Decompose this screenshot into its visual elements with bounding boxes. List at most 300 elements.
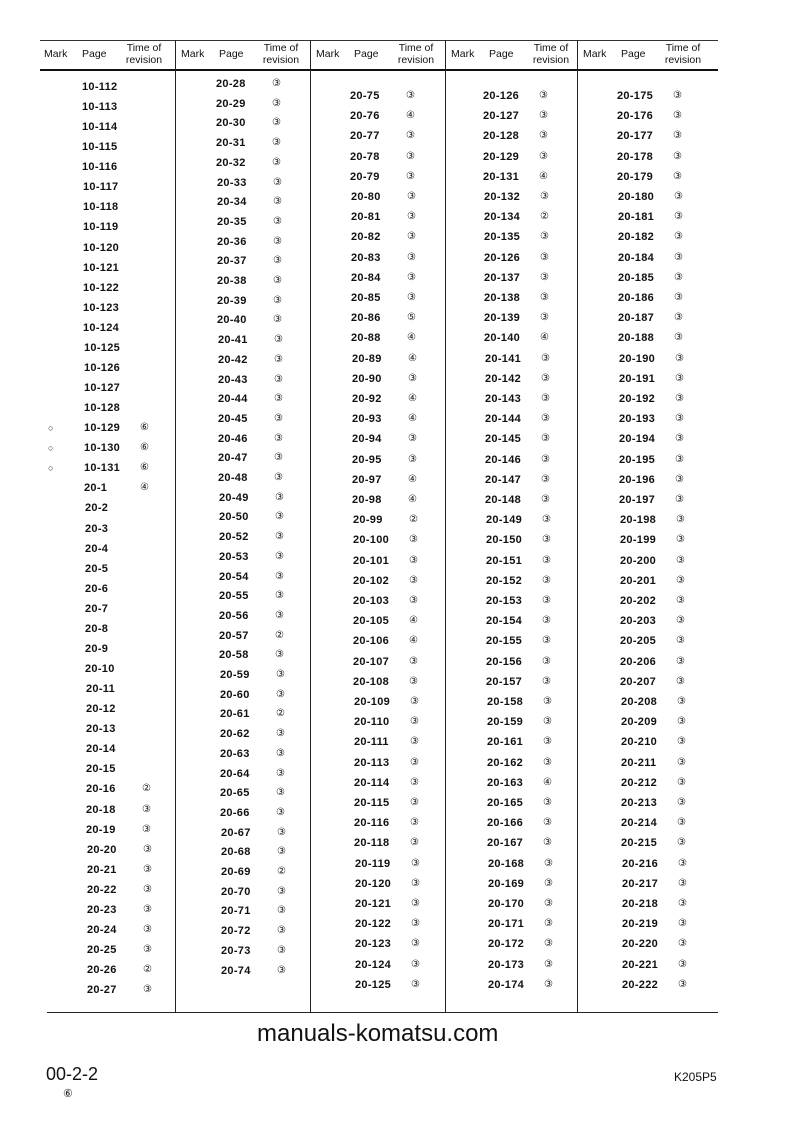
- revision-time-cell: ③: [407, 191, 416, 202]
- page-number-cell: 20-50: [219, 511, 249, 524]
- revision-time-cell: ③: [677, 797, 686, 808]
- table-bottom-border: [47, 1012, 718, 1013]
- revision-time-cell: ④: [408, 352, 417, 364]
- page-number-cell: 20-158: [487, 696, 524, 708]
- page-number-cell: 20-4: [85, 542, 109, 555]
- page-number-cell: 20-24: [87, 923, 117, 936]
- page-number-cell: 20-176: [617, 110, 654, 123]
- page-number-cell: 20-89: [352, 352, 382, 365]
- page-number-cell: 20-66: [220, 806, 250, 819]
- page-number-cell: 20-217: [622, 877, 659, 890]
- revision-time-cell: ③: [541, 372, 550, 384]
- column-header-page: Page: [219, 48, 244, 60]
- revision-time-cell: ③: [277, 964, 286, 976]
- page-number-cell: 20-85: [351, 292, 381, 304]
- revision-time-cell: ④: [408, 473, 417, 485]
- revision-time-cell: ③: [277, 826, 286, 838]
- revision-time-cell: ③: [674, 211, 683, 223]
- revision-time-cell: ③: [275, 649, 284, 661]
- revision-time-cell: ⑤: [407, 312, 416, 324]
- revision-time-cell: ③: [542, 574, 551, 586]
- revision-time-cell: ③: [275, 511, 284, 523]
- revision-time-cell: ③: [678, 918, 687, 930]
- revision-time-cell: ③: [272, 78, 281, 89]
- page-number-cell: 20-79: [350, 170, 380, 183]
- revision-time-cell: ③: [676, 595, 685, 606]
- page-number-cell: 20-141: [485, 352, 522, 365]
- revision-time-cell: ③: [408, 372, 417, 384]
- revision-time-cell: ③: [678, 958, 687, 970]
- page-number-cell: 20-18: [86, 803, 116, 816]
- revision-time-cell: ③: [143, 843, 152, 855]
- page-number-cell: 20-35: [217, 215, 247, 228]
- page-number-cell: 20-16: [86, 783, 116, 796]
- revision-time-cell: ③: [544, 898, 553, 909]
- page-number-cell: 20-135: [484, 231, 521, 244]
- page-number-cell: 20-81: [351, 211, 381, 224]
- column-header-page: Page: [354, 48, 379, 60]
- page-number-cell: 20-20: [87, 843, 117, 856]
- page-number-cell: 10-114: [82, 121, 118, 134]
- revision-time-cell: ③: [539, 130, 548, 142]
- page-number-cell: 20-82: [351, 231, 381, 244]
- revision-time-cell: ③: [275, 609, 284, 621]
- page-number-cell: 20-169: [488, 877, 525, 890]
- page-number-cell: 20-8: [85, 622, 109, 635]
- page-number-cell: 20-55: [219, 590, 249, 603]
- page-number-cell: 10-118: [83, 201, 119, 214]
- page-number-cell: 10-125: [84, 341, 121, 354]
- page-number-cell: 20-193: [619, 413, 656, 426]
- page-number-cell: 20-106: [353, 635, 390, 648]
- revision-time-cell: ③: [677, 776, 686, 788]
- page-number-cell: 20-186: [618, 292, 655, 304]
- page-number-cell: 20-184: [618, 251, 655, 264]
- page-number-cell: 20-102: [353, 574, 390, 587]
- page-number-cell: 20-110: [354, 716, 390, 729]
- revision-time-cell: ④: [407, 332, 416, 344]
- revision-time-cell: ③: [406, 150, 415, 162]
- page-number-cell: 20-165: [487, 797, 524, 809]
- revision-time-cell: ③: [409, 675, 418, 687]
- revision-time-cell: ③: [541, 393, 550, 404]
- revision-time-cell: ③: [410, 776, 419, 788]
- revision-time-cell: ③: [276, 787, 285, 799]
- page-number-cell: 20-216: [622, 857, 659, 870]
- page-number-cell: 20-2: [85, 502, 109, 515]
- revision-time-cell: ④: [409, 635, 418, 647]
- page-number-cell: 20-95: [352, 453, 382, 466]
- page-number-cell: 20-154: [486, 615, 523, 628]
- page-number-cell: 20-41: [218, 334, 248, 347]
- page-number-cell: 20-49: [219, 491, 249, 504]
- column-header-mark: Mark: [316, 48, 340, 60]
- revision-time-cell: ③: [409, 554, 418, 566]
- page-number-cell: 20-205: [620, 635, 657, 648]
- table-top-border: [40, 40, 718, 41]
- revision-time-cell: ③: [276, 728, 285, 740]
- page-number-cell: 20-5: [85, 562, 109, 575]
- revision-time-cell: ③: [543, 696, 552, 707]
- page-number-cell: 20-220: [622, 938, 659, 951]
- revision-time-cell: ③: [274, 452, 283, 464]
- revision-time-cell: ③: [540, 191, 549, 202]
- page-number-cell: 20-78: [350, 150, 380, 163]
- page-number-cell: 20-132: [484, 191, 521, 203]
- page-number-cell: 10-117: [83, 181, 119, 194]
- page-number-cell: 20-27: [87, 984, 117, 997]
- revision-time-cell: ③: [543, 797, 552, 808]
- page-number-cell: 20-149: [486, 514, 523, 527]
- revision-time-cell: ③: [409, 574, 418, 586]
- revision-time-cell: ③: [673, 90, 682, 101]
- revision-time-cell: ③: [676, 574, 685, 586]
- revision-time-cell: ②: [143, 964, 152, 976]
- revision-time-cell: ④: [539, 170, 548, 182]
- revision-mark: ○: [48, 443, 54, 454]
- page-number-cell: 20-157: [486, 675, 523, 688]
- page-number-cell: 20-122: [355, 918, 392, 931]
- page-number-cell: 20-155: [486, 635, 523, 648]
- column-header-mark: Mark: [451, 48, 475, 60]
- revision-time-cell: ④: [406, 110, 415, 122]
- page-number-cell: 20-177: [617, 130, 654, 143]
- column-header-page: Page: [621, 48, 646, 60]
- revision-time-cell: ③: [407, 211, 416, 223]
- revision-time-cell: ③: [675, 453, 684, 465]
- revision-time-cell: ③: [676, 534, 685, 546]
- page-number-cell: 20-131: [483, 170, 520, 183]
- page-number-cell: 10-121: [83, 261, 120, 274]
- page-number-cell: 20-146: [485, 453, 522, 466]
- revision-time-cell: ③: [409, 655, 418, 667]
- revision-time-cell: ③: [677, 756, 686, 768]
- revision-time-cell: ③: [543, 716, 552, 728]
- page-number-cell: 20-199: [620, 534, 657, 547]
- page-number-cell: 20-185: [618, 271, 655, 284]
- page-number-cell: 20-215: [621, 837, 658, 850]
- revision-time-cell: ③: [539, 90, 548, 101]
- model-code: K205P5: [674, 1070, 717, 1084]
- page-number-cell: 20-31: [216, 137, 246, 150]
- revision-time-cell: ③: [674, 332, 683, 344]
- page-number-cell: 20-73: [221, 944, 251, 957]
- revision-time-cell: ④: [543, 776, 552, 788]
- column-divider: [175, 40, 176, 1012]
- revision-time-cell: ③: [274, 334, 283, 346]
- revision-time-cell: ③: [276, 688, 285, 700]
- revision-time-cell: ③: [277, 925, 286, 937]
- page-number-cell: 20-77: [350, 130, 380, 143]
- page-number-cell: 20-15: [86, 763, 116, 776]
- revision-time-cell: ③: [676, 635, 685, 647]
- page-number-cell: 20-9: [85, 642, 109, 655]
- page-number-cell: 20-100: [353, 534, 390, 547]
- page-number-cell: 10-112: [82, 81, 118, 93]
- revision-time-cell: ③: [410, 756, 419, 768]
- page-number-cell: 20-105: [353, 615, 390, 628]
- page-number-cell: 20-111: [354, 736, 389, 749]
- revision-time-cell: ③: [275, 570, 284, 582]
- column-header-page: Page: [82, 48, 107, 60]
- page-number-cell: 20-196: [619, 473, 656, 486]
- revision-time-cell: ③: [411, 958, 420, 970]
- revision-time-cell: ③: [676, 554, 685, 566]
- revision-time-cell: ③: [406, 90, 415, 101]
- page-number-cell: 20-180: [618, 191, 655, 203]
- revision-time-cell: ③: [276, 669, 285, 680]
- revision-time-cell: ③: [674, 292, 683, 303]
- revision-time-cell: ④: [408, 494, 417, 505]
- page-number-cell: 20-195: [619, 453, 656, 466]
- page-number-cell: 20-59: [220, 669, 250, 681]
- page-number-cell: 20-54: [219, 570, 249, 583]
- column-header-revision: Time of revision: [397, 42, 435, 66]
- page-number-cell: 20-147: [485, 473, 522, 486]
- page-number-cell: 20-201: [620, 574, 657, 587]
- page-number-cell: 20-139: [484, 312, 521, 325]
- revision-time-cell: ③: [407, 251, 416, 263]
- page-number-cell: 20-12: [86, 703, 116, 716]
- page-number-cell: 20-99: [353, 514, 383, 527]
- page-number-cell: 20-76: [350, 110, 380, 123]
- page-number-cell: 20-113: [354, 756, 390, 769]
- page-number-cell: 20-222: [622, 978, 659, 991]
- page-number-cell: 20-148: [485, 494, 522, 506]
- page-number-cell: 20-212: [621, 776, 658, 789]
- revision-time-cell: ③: [411, 918, 420, 930]
- column-header-mark: Mark: [44, 48, 68, 60]
- page-number-cell: 20-70: [221, 885, 251, 898]
- page-number-cell: 20-3: [85, 522, 109, 535]
- page-number-cell: 20-56: [219, 609, 249, 622]
- column-header-page: Page: [489, 48, 514, 60]
- revision-time-cell: ③: [274, 412, 283, 424]
- page-number-cell: 20-48: [218, 472, 248, 484]
- page-number-cell: 20-83: [351, 251, 381, 264]
- page-number-cell: 20-7: [85, 602, 109, 615]
- page-number-cell: 20-192: [619, 393, 656, 405]
- page-number-cell: 20-150: [486, 534, 523, 547]
- page-number-cell: 20-86: [351, 312, 381, 325]
- revision-time-cell: ③: [673, 150, 682, 162]
- revision-time-cell: ③: [542, 615, 551, 627]
- revision-time-cell: ③: [410, 817, 419, 829]
- page-number-cell: 20-58: [219, 649, 249, 662]
- page-number-cell: 20-61: [220, 708, 250, 721]
- page-number-cell: 20-213: [621, 797, 658, 809]
- page-number-cell: 20-26: [87, 964, 117, 977]
- page-number-cell: 20-156: [486, 655, 523, 668]
- revision-time-cell: ③: [544, 877, 553, 889]
- revision-time-cell: ③: [678, 898, 687, 909]
- revision-time-cell: ②: [540, 211, 549, 223]
- page-number-cell: 20-159: [487, 716, 524, 729]
- page-number-cell: 20-171: [488, 918, 525, 931]
- page-number-cell: 20-152: [486, 574, 523, 587]
- page-number-cell: 20-28: [216, 78, 246, 90]
- page-number-cell: 20-134: [484, 211, 521, 224]
- page-number-cell: 20-187: [618, 312, 655, 325]
- page-number-cell: 20-214: [621, 817, 658, 830]
- page-number-cell: 20-127: [483, 110, 520, 123]
- revision-time-cell: ③: [408, 453, 417, 465]
- revision-time-cell: ③: [274, 472, 283, 483]
- revision-time-cell: ③: [407, 292, 416, 303]
- revision-time-cell: ⑥: [140, 462, 149, 474]
- column-header-revision: Time of revision: [664, 42, 702, 66]
- revision-time-cell: ③: [544, 857, 553, 869]
- revision-time-cell: ③: [674, 231, 683, 243]
- page-number-cell: 20-92: [352, 393, 382, 405]
- revision-time-cell: ③: [407, 231, 416, 243]
- revision-time-cell: ③: [276, 767, 285, 779]
- page-number-cell: 20-1: [84, 482, 108, 495]
- revision-time-cell: ③: [676, 514, 685, 526]
- revision-time-cell: ③: [675, 494, 684, 505]
- revision-time-cell: ③: [275, 550, 284, 562]
- revision-time-cell: ⑥: [140, 442, 149, 454]
- page-number-cell: 20-88: [351, 332, 381, 345]
- page-number-cell: 20-60: [220, 688, 250, 701]
- page-number-cell: 20-45: [218, 412, 248, 425]
- revision-time-cell: ③: [275, 491, 284, 503]
- revision-time-cell: ②: [409, 514, 418, 526]
- revision-time-cell: ③: [272, 156, 281, 168]
- column-header-revision: Time of revision: [532, 42, 570, 66]
- revision-time-cell: ③: [540, 312, 549, 324]
- revision-time-cell: ③: [544, 958, 553, 970]
- revision-time-cell: ③: [277, 905, 286, 917]
- revision-time-cell: ③: [142, 823, 151, 835]
- page-number-cell: 20-173: [488, 958, 525, 971]
- revision-time-cell: ③: [143, 923, 152, 935]
- page-number-cell: 20-144: [485, 413, 522, 426]
- page-number-cell: 20-124: [355, 958, 392, 971]
- page-number-cell: 10-116: [82, 161, 118, 174]
- revision-time-cell: ③: [276, 747, 285, 759]
- revision-time-cell: ③: [544, 918, 553, 930]
- revision-time-cell: ③: [543, 756, 552, 768]
- revision-time-cell: ③: [273, 275, 282, 286]
- revision-time-cell: ③: [674, 251, 683, 263]
- page-number-cell: 20-74: [221, 964, 251, 977]
- page-number-cell: 20-206: [620, 655, 657, 668]
- page-number-cell: 20-52: [219, 531, 249, 544]
- revision-time-cell: ③: [273, 215, 282, 227]
- page-number-cell: 20-137: [484, 271, 521, 284]
- page-number-cell: 20-115: [354, 797, 390, 809]
- page-number-cell: 20-121: [355, 898, 392, 910]
- revision-time-cell: ③: [411, 938, 420, 950]
- revision-time-cell: ③: [542, 655, 551, 667]
- page-number-cell: 20-57: [219, 629, 249, 642]
- page-number-cell: 20-208: [621, 696, 658, 708]
- revision-time-cell: ③: [411, 877, 420, 889]
- column-divider: [310, 40, 311, 1012]
- page-number-cell: 20-64: [220, 767, 250, 780]
- revision-time-cell: ③: [277, 885, 286, 897]
- page-number-cell: 20-38: [217, 275, 247, 287]
- revision-time-cell: ③: [409, 534, 418, 546]
- revision-time-cell: ③: [273, 314, 282, 326]
- page-number-cell: 20-129: [483, 150, 520, 163]
- page-number-cell: 20-103: [353, 595, 390, 607]
- revision-time-cell: ③: [542, 534, 551, 546]
- revision-time-cell: ③: [543, 736, 552, 748]
- column-header-mark: Mark: [583, 48, 607, 60]
- page-number-cell: 10-120: [83, 241, 120, 254]
- page-number-cell: 20-13: [86, 723, 116, 736]
- revision-time-cell: ③: [410, 837, 419, 849]
- page-number-cell: 20-167: [487, 837, 524, 850]
- revision-time-cell: ③: [542, 554, 551, 566]
- revision-time-cell: ③: [272, 137, 281, 149]
- revision-time-cell: ④: [408, 413, 417, 425]
- page-number-cell: 20-181: [618, 211, 655, 224]
- page-number-cell: 20-170: [488, 898, 525, 910]
- page-number-cell: 20-197: [619, 494, 656, 506]
- revision-time-cell: ③: [541, 433, 550, 445]
- page-number-cell: 20-123: [355, 938, 392, 951]
- revision-time-cell: ③: [677, 696, 686, 707]
- revision-time-cell: ③: [543, 837, 552, 849]
- page-number-cell: 20-203: [620, 615, 657, 628]
- page-number-cell: 20-101: [353, 554, 390, 567]
- page-number-cell: 20-140: [484, 332, 521, 345]
- page-number-cell: 20-151: [486, 554, 523, 567]
- revision-time-cell: ③: [406, 130, 415, 142]
- page-number-cell: 20-29: [216, 97, 246, 110]
- page-number-cell: 20-63: [220, 747, 250, 760]
- page-number-cell: 20-72: [221, 925, 251, 938]
- revision-time-cell: ③: [411, 898, 420, 909]
- revision-time-cell: ③: [677, 716, 686, 728]
- revision-time-cell: ③: [409, 595, 418, 606]
- revision-time-cell: ③: [677, 837, 686, 849]
- revision-time-cell: ③: [676, 675, 685, 687]
- revision-time-cell: ③: [543, 817, 552, 829]
- revision-time-cell: ③: [678, 857, 687, 869]
- page-number-cell: 20-142: [485, 372, 522, 385]
- page-number-cell: 20-36: [217, 235, 247, 248]
- page-number-cell: 20-34: [217, 196, 247, 209]
- page-number-cell: 20-44: [218, 393, 248, 406]
- column-header-revision: Time of revision: [262, 42, 300, 66]
- page-number-cell: 20-207: [620, 675, 657, 688]
- page-number-cell: 20-37: [217, 255, 247, 268]
- page-number-cell: 20-80: [351, 191, 381, 203]
- page-number-cell: 10-127: [84, 382, 121, 395]
- page-number-cell: 20-43: [218, 373, 248, 386]
- page-number-cell: 20-218: [622, 898, 659, 910]
- page-number-cell: 20-162: [487, 756, 524, 769]
- column-divider: [577, 40, 578, 1012]
- revision-time-cell: ③: [273, 294, 282, 306]
- revision-time-cell: ③: [275, 590, 284, 602]
- revision-time-cell: ③: [277, 846, 286, 858]
- revision-time-cell: ③: [542, 514, 551, 526]
- revision-time-cell: ③: [539, 150, 548, 162]
- page-number-cell: 20-118: [354, 837, 390, 850]
- page-number-cell: 20-198: [620, 514, 657, 527]
- revision-time-cell: ③: [674, 271, 683, 283]
- revision-time-cell: ③: [678, 938, 687, 950]
- page-number-cell: 20-19: [86, 823, 116, 836]
- revision-time-cell: ③: [675, 372, 684, 384]
- page-number-cell: 20-53: [219, 550, 249, 563]
- revision-time-cell: ③: [408, 433, 417, 445]
